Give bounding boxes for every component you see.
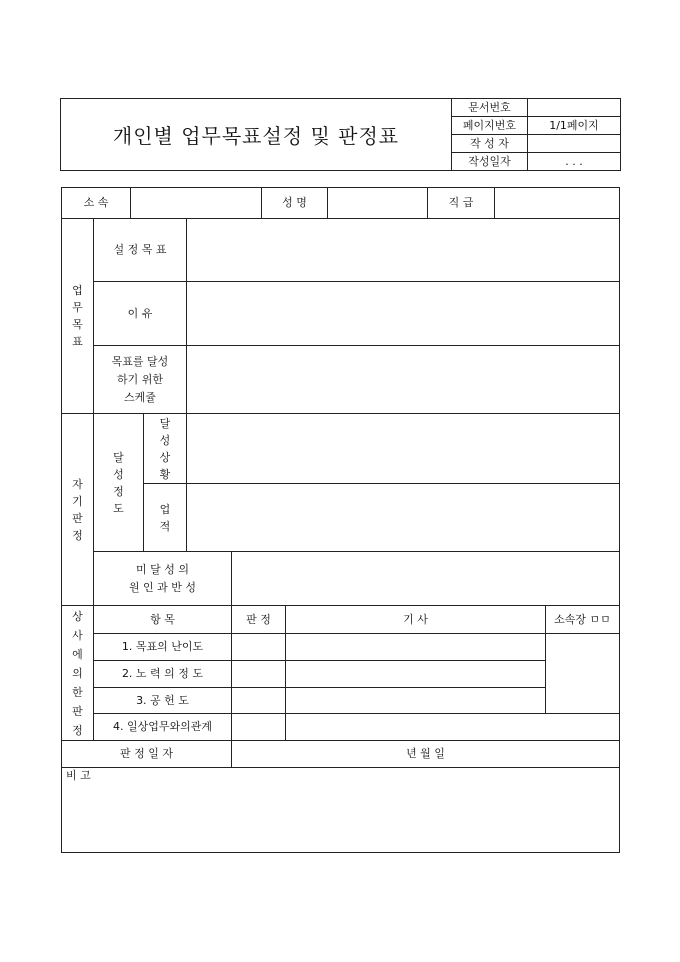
judge-date-value[interactable]: 년 월 일 bbox=[406, 747, 445, 760]
document-title: 개인별 업무목표설정 및 판정표 bbox=[112, 124, 400, 148]
col-judge-header: 판 정 bbox=[246, 612, 271, 626]
item-contribution-judge[interactable] bbox=[232, 688, 285, 713]
col-head-header: 소속장 ㅁㅁ bbox=[554, 612, 611, 626]
goal-setting-label: 설 정 목 표 bbox=[113, 243, 167, 256]
self-judgement-label: 자 기 판 정 bbox=[72, 477, 83, 542]
cause-reflection-field[interactable] bbox=[232, 552, 619, 605]
judge-date-label: 판 정 일 자 bbox=[120, 747, 173, 760]
affiliation-label: 소 속 bbox=[83, 196, 109, 209]
goal-schedule-field[interactable] bbox=[187, 346, 619, 413]
item-effort-note[interactable] bbox=[286, 661, 545, 687]
item-difficulty-label: 1. 목표의 난이도 bbox=[121, 640, 204, 653]
performance-field[interactable] bbox=[187, 484, 619, 551]
meta-label-date: 작성일자 bbox=[468, 154, 511, 168]
cause-reflection-label: 미 달 성 의 원 인 과 반 성 bbox=[128, 562, 197, 594]
meta-value-date[interactable]: . . . bbox=[565, 154, 583, 168]
item-difficulty-note[interactable] bbox=[286, 634, 545, 660]
meta-label-doc-number: 문서번호 bbox=[468, 100, 511, 114]
item-daily-work-label: 4. 일상업무와의관계 bbox=[113, 720, 212, 733]
superior-judgement-label: 상 사 에 의 한 판 정 bbox=[72, 609, 83, 737]
achievement-status-field[interactable] bbox=[187, 414, 619, 483]
goal-setting-field[interactable] bbox=[187, 219, 619, 281]
item-contribution-note[interactable] bbox=[286, 688, 545, 713]
item-contribution-label: 3. 공 헌 도 bbox=[136, 693, 189, 707]
meta-label-page-number: 페이지번호 bbox=[462, 118, 517, 132]
meta-value-author[interactable] bbox=[528, 135, 620, 152]
remarks-field[interactable] bbox=[62, 784, 619, 852]
meta-label-author: 작 성 자 bbox=[470, 136, 509, 150]
col-item-header: 항 목 bbox=[150, 612, 175, 626]
item-difficulty-judge[interactable] bbox=[232, 634, 285, 660]
remarks-label: 비 고 bbox=[66, 769, 91, 782]
meta-value-doc-number[interactable] bbox=[528, 99, 620, 116]
item-daily-work-note[interactable] bbox=[286, 714, 619, 740]
item-effort-judge[interactable] bbox=[232, 661, 285, 687]
rank-field[interactable] bbox=[495, 188, 619, 218]
goal-reason-field[interactable] bbox=[187, 282, 619, 345]
item-daily-work-judge[interactable] bbox=[232, 714, 285, 740]
goal-schedule-label: 목표를 달성 하기 위한 스케쥴 bbox=[111, 354, 169, 404]
affiliation-field[interactable] bbox=[131, 188, 261, 218]
meta-value-page-number: 1/1페이지 bbox=[549, 118, 599, 132]
performance-label: 업 적 bbox=[159, 502, 171, 533]
col-note-header: 기 사 bbox=[403, 612, 428, 626]
achievement-status-label: 달 성 상 황 bbox=[159, 416, 171, 481]
rank-label: 직 급 bbox=[448, 196, 474, 209]
achievement-degree-label: 달 성 정 도 bbox=[113, 450, 124, 515]
name-field[interactable] bbox=[328, 188, 427, 218]
goal-section-label: 업 무 목 표 bbox=[72, 284, 83, 348]
head-signature-field[interactable] bbox=[546, 634, 619, 713]
item-effort-label: 2. 노 력 의 정 도 bbox=[121, 667, 204, 680]
goal-reason-label: 이 유 bbox=[127, 306, 153, 320]
name-label: 성 명 bbox=[282, 196, 307, 209]
